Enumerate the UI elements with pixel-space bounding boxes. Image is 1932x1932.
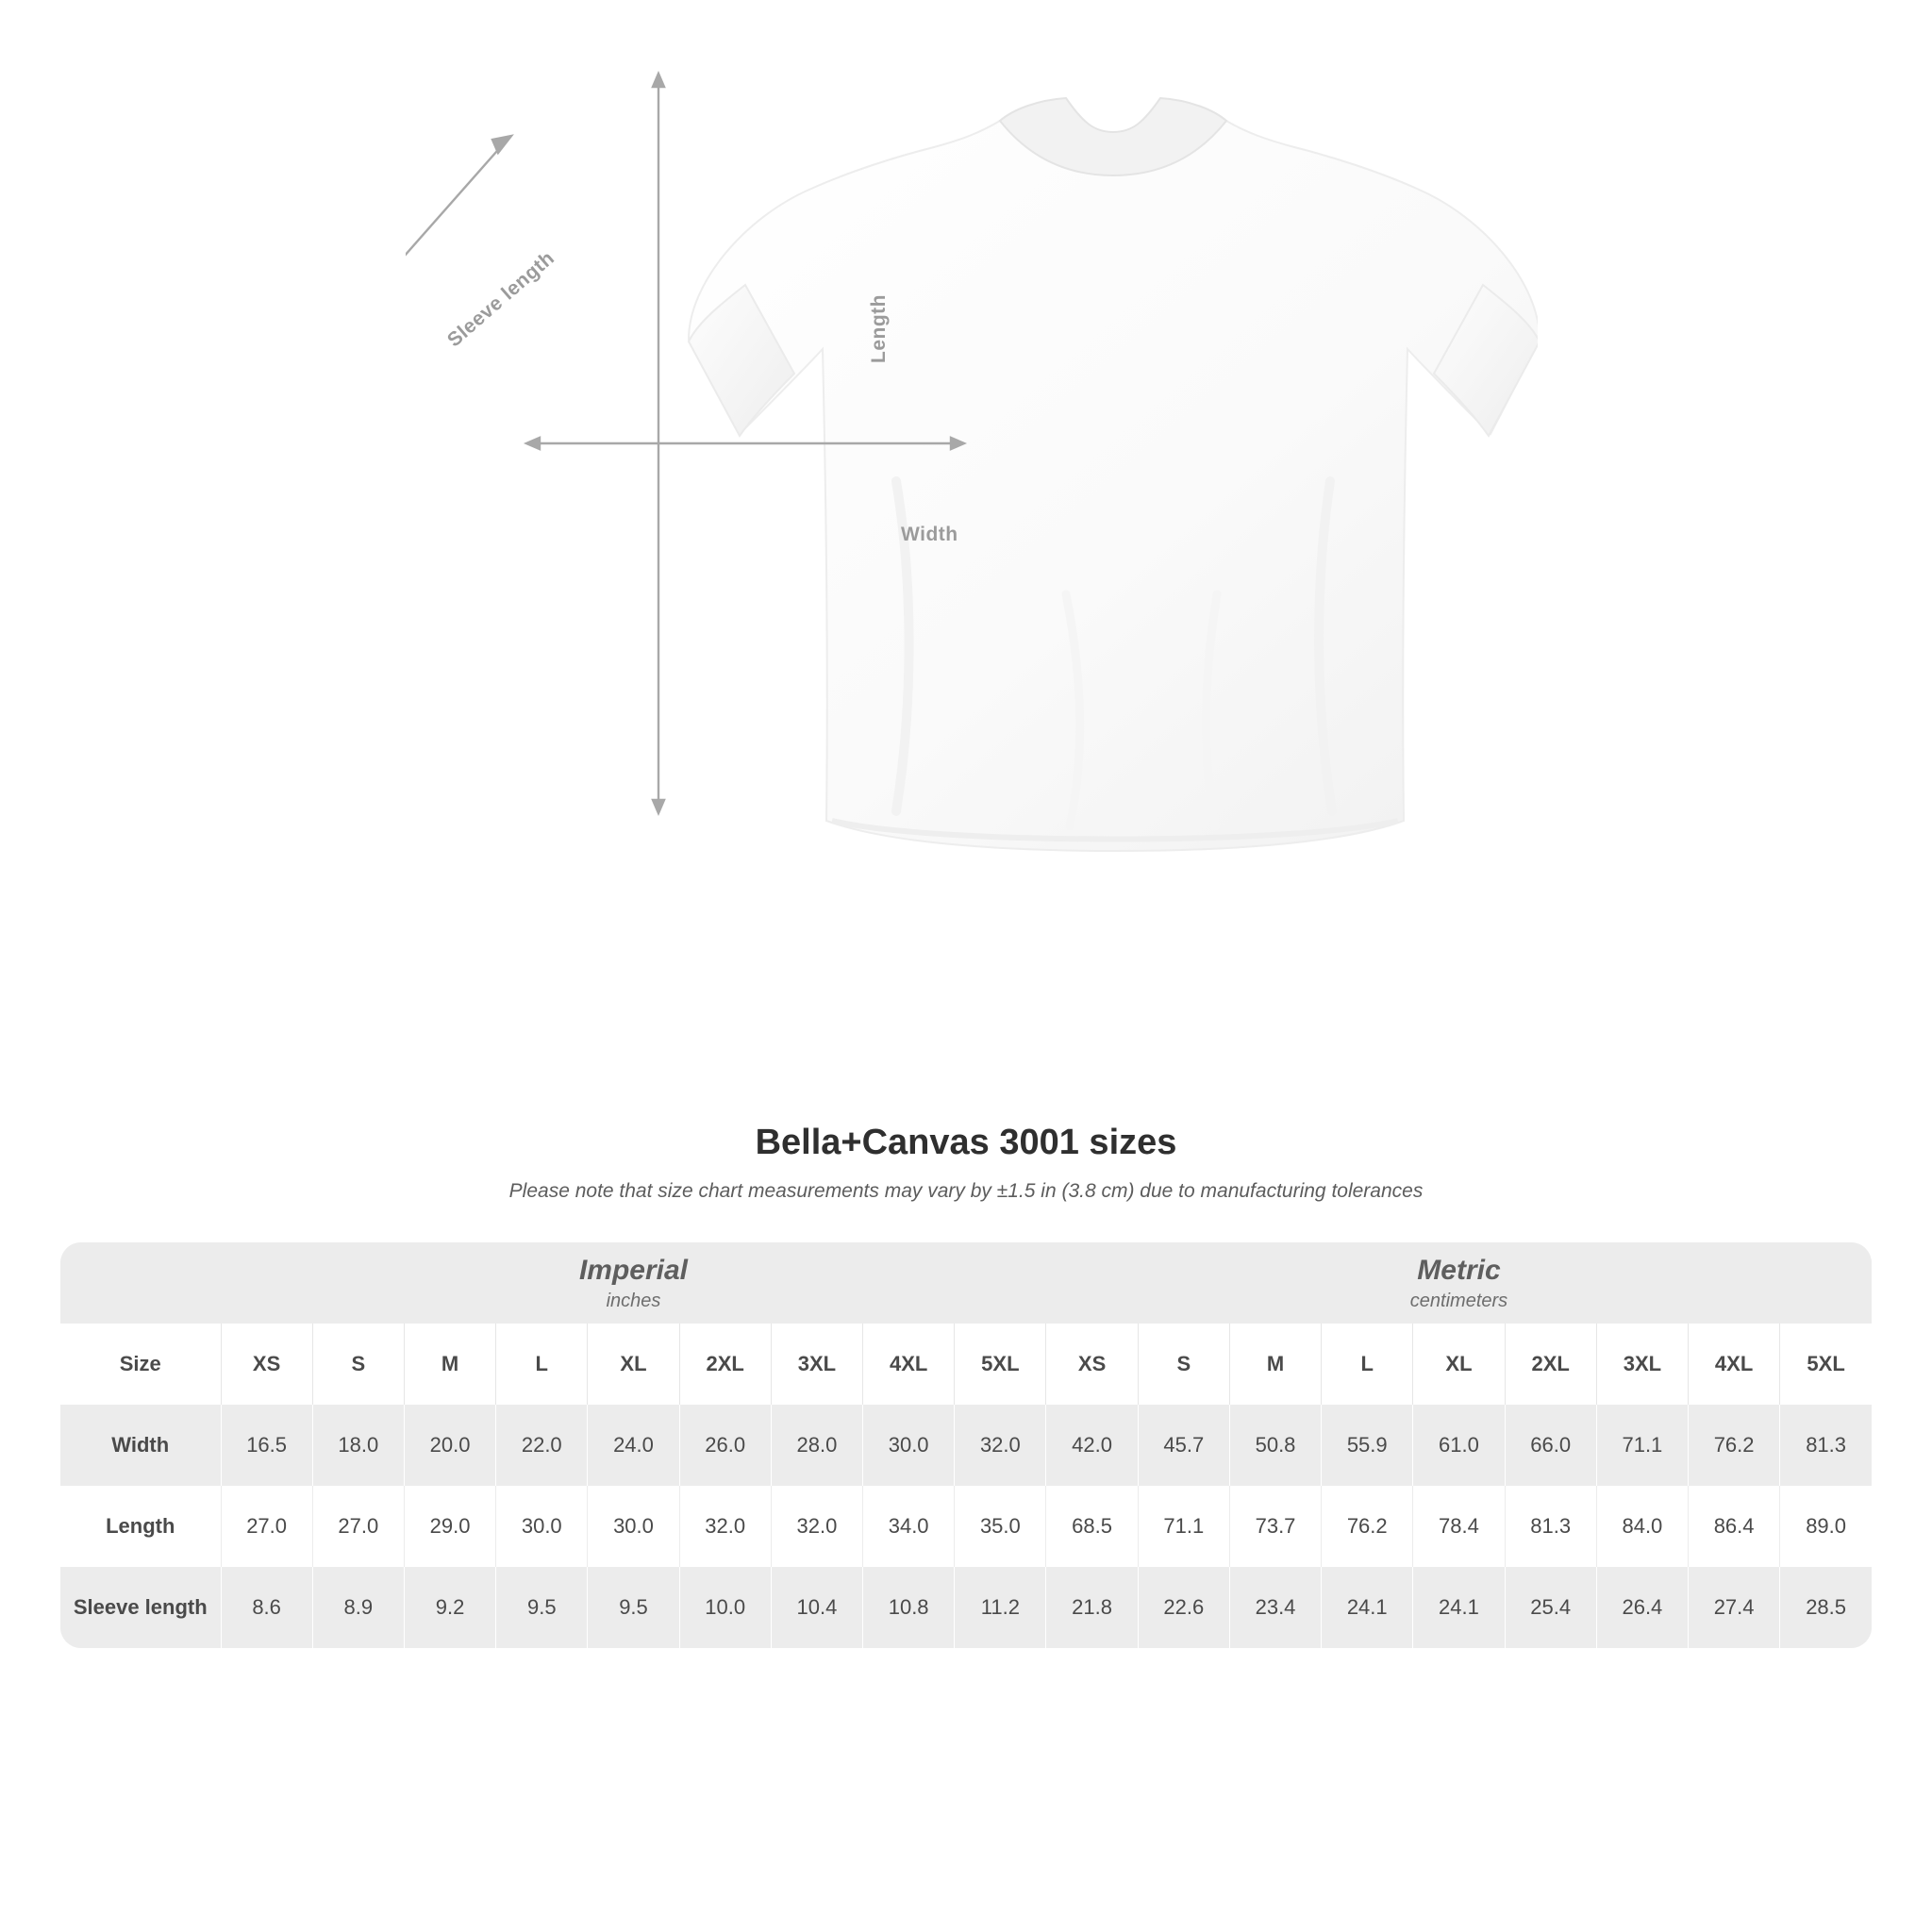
measurement-cell: 10.4 — [771, 1567, 862, 1648]
size-header-cell: 4XL — [863, 1324, 955, 1405]
measurement-cell: 21.8 — [1046, 1567, 1138, 1648]
measurement-cell: 8.6 — [221, 1567, 312, 1648]
size-header-cell: L — [496, 1324, 588, 1405]
measurement-cell: 9.5 — [496, 1567, 588, 1648]
measurement-cell: 18.0 — [312, 1405, 404, 1486]
measurement-cell: 76.2 — [1689, 1405, 1780, 1486]
size-chart-table — [60, 1242, 1872, 1648]
row-label: Width — [60, 1405, 221, 1486]
measurement-cell: 78.4 — [1413, 1486, 1505, 1567]
size-header-cell: 5XL — [955, 1324, 1046, 1405]
size-header-cell: L — [1322, 1324, 1413, 1405]
measurement-cell: 11.2 — [955, 1567, 1046, 1648]
size-header-cell: S — [312, 1324, 404, 1405]
chart-heading — [0, 1123, 1932, 1203]
size-header-label: Size — [60, 1324, 221, 1405]
unit-group-name: Imperial — [578, 1255, 689, 1287]
measurement-cell: 20.0 — [404, 1405, 495, 1486]
measurement-cell: 89.0 — [1780, 1486, 1872, 1567]
size-header-cell: 4XL — [1689, 1324, 1780, 1405]
measurement-cell: 10.0 — [679, 1567, 771, 1648]
measurement-cell: 30.0 — [588, 1486, 679, 1567]
measurement-cell: 30.0 — [863, 1405, 955, 1486]
measurement-cell: 32.0 — [955, 1405, 1046, 1486]
measurement-cell: 22.6 — [1138, 1567, 1229, 1648]
measurement-cell: 24.1 — [1322, 1567, 1413, 1648]
measurement-cell: 8.9 — [312, 1567, 404, 1648]
size-header-cell: S — [1138, 1324, 1229, 1405]
measurement-cell: 25.4 — [1505, 1567, 1596, 1648]
measurement-cell: 71.1 — [1596, 1405, 1688, 1486]
measurement-cell: 84.0 — [1596, 1486, 1688, 1567]
measurement-cell: 9.5 — [588, 1567, 679, 1648]
table-row — [60, 1486, 1872, 1567]
size-header-cell: 3XL — [1596, 1324, 1688, 1405]
measurement-cell: 66.0 — [1505, 1405, 1596, 1486]
measurement-cell: 30.0 — [496, 1486, 588, 1567]
size-header-cell: XL — [588, 1324, 679, 1405]
size-header-cell: M — [1229, 1324, 1321, 1405]
measurement-cell: 76.2 — [1322, 1486, 1413, 1567]
size-header-cell: 3XL — [771, 1324, 862, 1405]
size-header-cell: M — [404, 1324, 495, 1405]
size-header-cell: 2XL — [1505, 1324, 1596, 1405]
measurement-cell: 23.4 — [1229, 1567, 1321, 1648]
measurement-cell: 10.8 — [863, 1567, 955, 1648]
size-header-cell: XS — [1046, 1324, 1138, 1405]
table-row — [60, 1405, 1872, 1486]
size-header-cell: XS — [221, 1324, 312, 1405]
measurement-cell: 26.4 — [1596, 1567, 1688, 1648]
measurement-cell: 68.5 — [1046, 1486, 1138, 1567]
row-label: Sleeve length — [60, 1567, 221, 1648]
measurement-cell: 45.7 — [1138, 1405, 1229, 1486]
measurement-cell: 28.0 — [771, 1405, 862, 1486]
size-header-cell: 5XL — [1780, 1324, 1872, 1405]
measurement-cell: 61.0 — [1413, 1405, 1505, 1486]
size-header-cell: 2XL — [679, 1324, 771, 1405]
measurement-cell: 32.0 — [679, 1486, 771, 1567]
tolerance-note: Please note that size chart measurements may vary by ±1.5 in (3.8 cm) due to manufacturing tolerances — [508, 1180, 1424, 1202]
measurement-cell: 86.4 — [1689, 1486, 1780, 1567]
measurement-cell: 24.0 — [588, 1405, 679, 1486]
measurement-cell: 27.0 — [312, 1486, 404, 1567]
tshirt-graphic — [406, 66, 1538, 1057]
unit-group-unit: inches — [606, 1290, 661, 1311]
row-label: Length — [60, 1486, 221, 1567]
measurement-cell: 81.3 — [1505, 1486, 1596, 1567]
unit-row-spacer — [60, 1242, 221, 1324]
size-header-row — [60, 1324, 1872, 1405]
measurement-cell: 27.4 — [1689, 1567, 1780, 1648]
measurement-cell: 22.0 — [496, 1405, 588, 1486]
measurement-cell: 34.0 — [863, 1486, 955, 1567]
unit-group-metric — [1046, 1242, 1872, 1324]
measurement-cell: 81.3 — [1780, 1405, 1872, 1486]
unit-group-unit: centimeters — [1409, 1290, 1508, 1311]
measurement-cell: 26.0 — [679, 1405, 771, 1486]
width-label: Width — [901, 524, 958, 545]
sleeve-length-label: Sleeve length — [443, 246, 559, 352]
unit-group-row — [60, 1242, 1872, 1324]
unit-group-name: Metric — [1417, 1255, 1501, 1287]
measurement-cell: 35.0 — [955, 1486, 1046, 1567]
unit-group-imperial — [221, 1242, 1046, 1324]
size-table-container — [60, 1242, 1872, 1648]
length-label: Length — [868, 294, 890, 363]
measurement-cell: 50.8 — [1229, 1405, 1321, 1486]
measurement-cell: 29.0 — [404, 1486, 495, 1567]
measurement-cell: 32.0 — [771, 1486, 862, 1567]
measurement-cell: 28.5 — [1780, 1567, 1872, 1648]
measurement-cell: 42.0 — [1046, 1405, 1138, 1486]
measurement-cell: 55.9 — [1322, 1405, 1413, 1486]
measurement-cell: 9.2 — [404, 1567, 495, 1648]
table-row — [60, 1567, 1872, 1648]
size-header-cell: XL — [1413, 1324, 1505, 1405]
measurement-cell: 71.1 — [1138, 1486, 1229, 1567]
measurement-cell: 27.0 — [221, 1486, 312, 1567]
measurement-cell: 24.1 — [1413, 1567, 1505, 1648]
measurement-cell: 16.5 — [221, 1405, 312, 1486]
page-title: Bella+Canvas 3001 sizes — [755, 1123, 1177, 1162]
measurement-cell: 73.7 — [1229, 1486, 1321, 1567]
